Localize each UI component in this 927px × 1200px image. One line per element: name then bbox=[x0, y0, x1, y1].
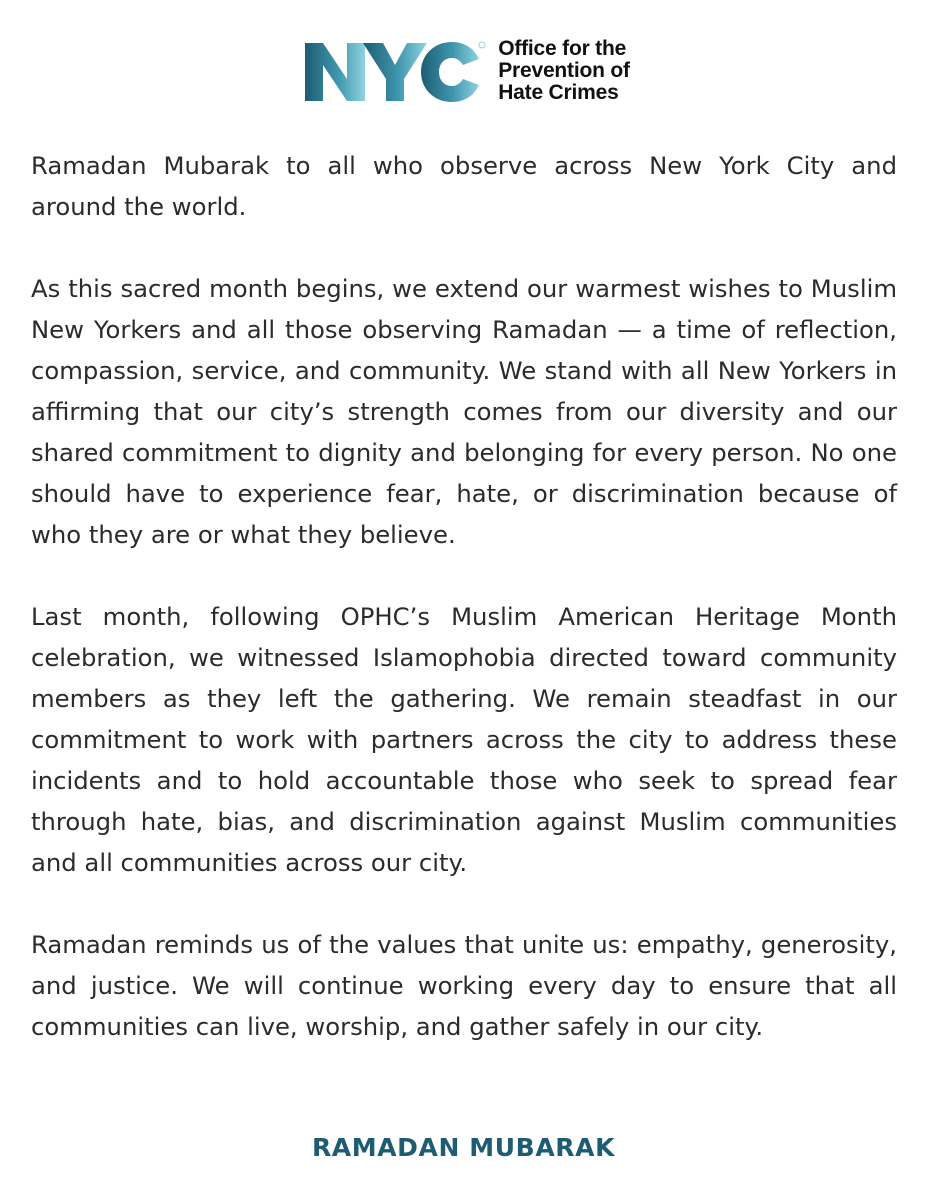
office-name bbox=[498, 38, 630, 104]
statement-body bbox=[31, 145, 897, 1088]
paragraph-wishes: As this sacred month begins, we extend our warmest wishes to Muslim New Yorkers and all those observing Ramadan — a time of reflection, compassion, service, and community. We stand with all New Yorkers in affirming that our city’s strength comes from our diversity and our shared commitment to dignity and belonging for every person. No one should have to experience fear, hate, or discrimination because of who they are or what they believe. bbox=[31, 274, 897, 549]
office-name-line-2: Prevention of bbox=[498, 59, 630, 82]
nyc-logo bbox=[303, 38, 630, 104]
office-name-line-3: Hate Crimes bbox=[498, 81, 619, 104]
letterhead bbox=[0, 38, 927, 104]
paragraph-values: Ramadan reminds us of the values that unite us: empathy, generosity, and justice. We will continue working every day to ensure that all communities can live, worship, and gather safely in our city. bbox=[31, 930, 897, 1041]
paragraph-greeting: Ramadan Mubarak to all who observe across New York City and around the world. bbox=[31, 151, 897, 221]
office-name-line-1: Office for the bbox=[498, 37, 627, 60]
nyc-logo-mark-icon bbox=[303, 39, 486, 103]
closing-greeting: RAMADAN MUBARAK bbox=[311, 1133, 616, 1162]
paragraph-incident: Last month, following OPHC’s Muslim American Heritage Month celebration, we witnessed Islamophobia directed toward community members as they left the gathering. We remain steadfast in our commitment to work with partners across the city to address these incidents and to hold accountable those who seek to spread fear through hate, bias, and discrimination against Muslim communities and all communities across our city. bbox=[31, 602, 897, 877]
